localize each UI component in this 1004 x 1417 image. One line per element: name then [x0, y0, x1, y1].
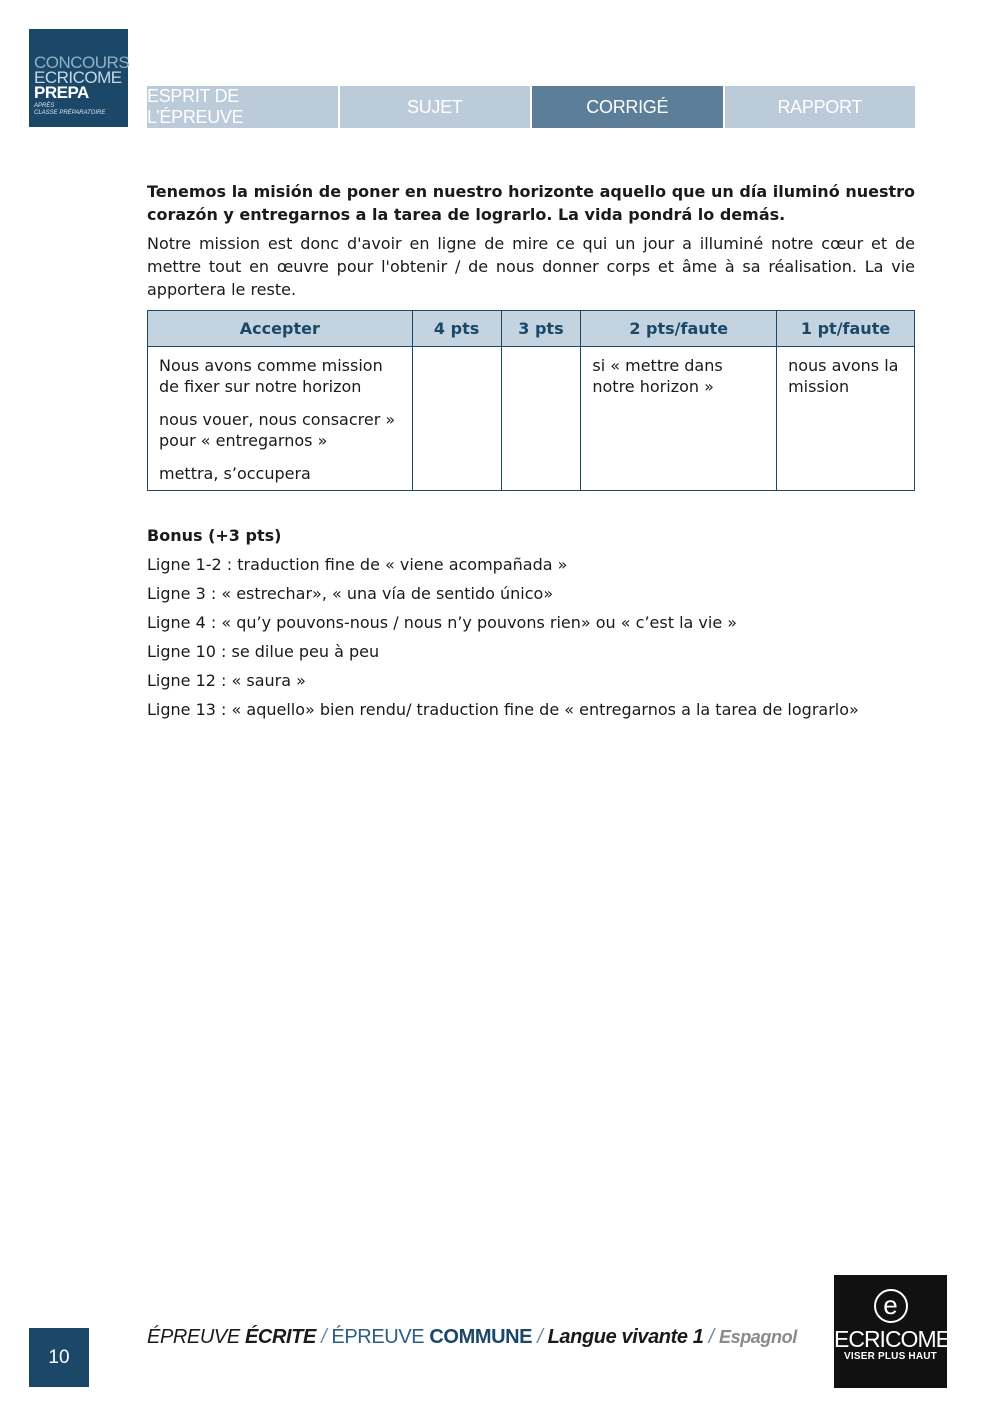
footer-title: [147, 1326, 797, 1349]
logo-line-prepa: PREPA: [34, 83, 89, 102]
grading-table: [147, 310, 915, 491]
header-3pts: 3 pts: [501, 311, 581, 347]
accepter-item: nous vouer, nous consacrer » pour « entregarnos »: [159, 410, 396, 450]
logo-line-concours: CONCOURS: [34, 53, 130, 72]
logo-line-classe: CLASSE PRÉPARATOIRE: [34, 110, 106, 116]
accepter-item: Nous avons comme mission de fixer sur notre horizon: [159, 356, 383, 396]
bonus-line: Ligne 12 : « saura »: [147, 671, 306, 690]
footer-epreuve: ÉPREUVE: [147, 1326, 240, 1348]
footer-separator: /: [315, 1326, 332, 1348]
cell-accepter: [148, 347, 413, 491]
cell-3pts: [501, 347, 581, 491]
footer-epreuve-commune: ÉPREUVE: [331, 1326, 425, 1348]
bonus-title: Bonus (+3 pts): [147, 526, 282, 545]
footer-ecrite: ÉCRITE: [244, 1326, 316, 1348]
french-translation: Notre mission est donc d'avoir en ligne de mire ce qui un jour a illuminé notre cœur et de mettre tout en œuvre pour l'obtenir / de nous donner corps et âme à sa réalisation. La vie apportera le reste.: [147, 234, 915, 299]
tab-corrige[interactable]: CORRIGÉ: [532, 86, 723, 128]
spanish-source-text: Tenemos la misión de poner en nuestro horizonte aquello que un día iluminó nuestro corazón y entregarnos a la tarea de lograrlo. La vida pondrá lo demás.: [147, 182, 915, 224]
header-2pts: 2 pts/faute: [581, 311, 777, 347]
footer-separator: /: [703, 1326, 719, 1348]
tab-sujet[interactable]: SUJET: [340, 86, 531, 128]
footer-commune: COMMUNE: [429, 1326, 533, 1348]
table-row: [148, 347, 915, 491]
main-content: [147, 180, 915, 724]
bonus-line: Ligne 1-2 : traduction fine de « viene acompañada »: [147, 555, 568, 574]
bonus-line: Ligne 4 : « qu’y pouvons-nous / nous n’y pouvons rien» ou « c’est la vie »: [147, 613, 738, 632]
logo-line-apres: APRÈS: [34, 103, 55, 109]
ecricome-e-icon: e: [874, 1289, 908, 1323]
tab-esprit[interactable]: ESPRIT DE L’ÉPREUVE: [147, 86, 338, 128]
header-4pts: 4 pts: [412, 311, 501, 347]
table-header-row: [148, 311, 915, 347]
cell-4pts: [412, 347, 501, 491]
footer-langue: Langue vivante 1: [547, 1326, 704, 1348]
page-number: 10: [29, 1328, 89, 1387]
bonus-line: Ligne 13 : « aquello» bien rendu/ traduction fine de « entregarnos a la tarea de lograrlo»: [147, 700, 859, 719]
bonus-line: Ligne 10 : se dilue peu à peu: [147, 642, 380, 661]
cell-1pt: nous avons la mission: [777, 347, 915, 491]
header-1pt: 1 pt/faute: [777, 311, 915, 347]
bonus-line: Ligne 3 : « estrechar», « una vía de sentido único»: [147, 584, 554, 603]
footer-separator: /: [532, 1326, 548, 1348]
footer-espagnol: Espagnol: [718, 1327, 797, 1347]
ecricome-brand: ECRICOME: [834, 1326, 950, 1352]
ecricome-tagline: VISER PLUS HAUT: [843, 1351, 937, 1362]
concours-logo: [29, 29, 128, 127]
ecricome-logo: [834, 1275, 950, 1388]
logo-line-ecricome: ECRICOME: [34, 68, 122, 87]
accepter-item: mettra, s’occupera: [159, 464, 311, 483]
header-accepter: Accepter: [148, 311, 413, 347]
cell-2pts: si « mettre dans notre horizon »: [581, 347, 777, 491]
tab-rapport[interactable]: RAPPORT: [725, 86, 916, 128]
section-tabs: [147, 86, 915, 128]
